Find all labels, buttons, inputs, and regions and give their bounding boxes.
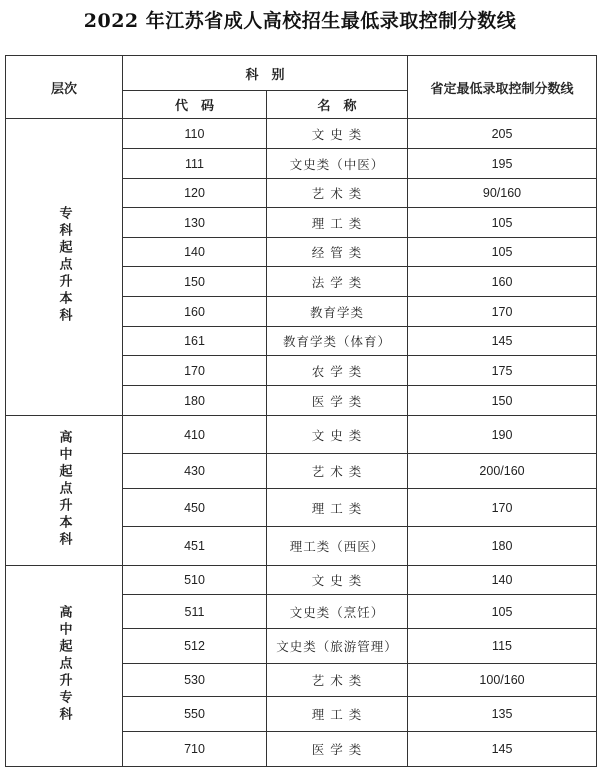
- score-table: [5, 55, 597, 767]
- level-label: 高中起点升本科: [56, 429, 72, 549]
- name-cell: 文 史 类: [267, 566, 408, 595]
- code-cell: 410: [123, 416, 267, 454]
- code-cell: 450: [123, 489, 267, 527]
- code-cell: 180: [123, 386, 267, 416]
- header-score: 省定最低录取控制分数线: [408, 56, 597, 119]
- score-cell: 150: [408, 386, 597, 416]
- score-cell: 175: [408, 356, 597, 386]
- table-row: [6, 566, 597, 595]
- name-cell: 艺 术 类: [267, 454, 408, 489]
- name-cell: 艺 术 类: [267, 664, 408, 697]
- level-cell: [6, 119, 123, 416]
- name-cell: 法 学 类: [267, 267, 408, 297]
- name-cell: 理工类（西医）: [267, 527, 408, 566]
- name-cell: 医 学 类: [267, 386, 408, 416]
- name-cell: 艺 术 类: [267, 179, 408, 208]
- name-cell: 文史类（旅游管理）: [267, 629, 408, 664]
- header-code: 代 码: [123, 91, 267, 119]
- code-cell: 550: [123, 697, 267, 732]
- code-cell: 710: [123, 732, 267, 767]
- name-cell: 理 工 类: [267, 208, 408, 238]
- code-cell: 140: [123, 238, 267, 267]
- score-cell: 170: [408, 489, 597, 527]
- name-cell: 文 史 类: [267, 119, 408, 149]
- code-cell: 451: [123, 527, 267, 566]
- score-cell: 105: [408, 595, 597, 629]
- name-cell: 教育学类: [267, 297, 408, 327]
- score-cell: 205: [408, 119, 597, 149]
- score-cell: 135: [408, 697, 597, 732]
- name-cell: 理 工 类: [267, 697, 408, 732]
- name-cell: 文 史 类: [267, 416, 408, 454]
- name-cell: 理 工 类: [267, 489, 408, 527]
- name-cell: 教育学类（体育）: [267, 327, 408, 356]
- table-row: [6, 416, 597, 454]
- score-cell: 170: [408, 297, 597, 327]
- score-cell: 200/160: [408, 454, 597, 489]
- score-cell: 100/160: [408, 664, 597, 697]
- score-cell: 115: [408, 629, 597, 664]
- score-cell: 180: [408, 527, 597, 566]
- level-cell: [6, 416, 123, 566]
- code-cell: 430: [123, 454, 267, 489]
- name-cell: 经 管 类: [267, 238, 408, 267]
- score-cell: 105: [408, 238, 597, 267]
- code-cell: 130: [123, 208, 267, 238]
- score-cell: 195: [408, 149, 597, 179]
- level-cell: [6, 566, 123, 767]
- name-cell: 农 学 类: [267, 356, 408, 386]
- code-cell: 510: [123, 566, 267, 595]
- name-cell: 医 学 类: [267, 732, 408, 767]
- code-cell: 161: [123, 327, 267, 356]
- header-level: 层次: [6, 56, 123, 119]
- score-cell: 90/160: [408, 179, 597, 208]
- code-cell: 111: [123, 149, 267, 179]
- score-cell: 145: [408, 732, 597, 767]
- header-category: 科 别: [123, 56, 408, 91]
- score-cell: 160: [408, 267, 597, 297]
- score-cell: 105: [408, 208, 597, 238]
- code-cell: 120: [123, 179, 267, 208]
- header-name: 名 称: [267, 91, 408, 119]
- table-row: [6, 119, 597, 149]
- code-cell: 530: [123, 664, 267, 697]
- code-cell: 512: [123, 629, 267, 664]
- page-title: 2022 年江苏省成人高校招生最低录取控制分数线: [83, 10, 517, 32]
- code-cell: 511: [123, 595, 267, 629]
- code-cell: 170: [123, 356, 267, 386]
- code-cell: 110: [123, 119, 267, 149]
- level-label: 专科起点升本科: [56, 206, 72, 325]
- code-cell: 150: [123, 267, 267, 297]
- score-cell: 140: [408, 566, 597, 595]
- level-label: 高中起点升专科: [56, 605, 72, 724]
- score-cell: 145: [408, 327, 597, 356]
- score-cell: 190: [408, 416, 597, 454]
- code-cell: 160: [123, 297, 267, 327]
- name-cell: 文史类（烹饪）: [267, 595, 408, 629]
- name-cell: 文史类（中医）: [267, 149, 408, 179]
